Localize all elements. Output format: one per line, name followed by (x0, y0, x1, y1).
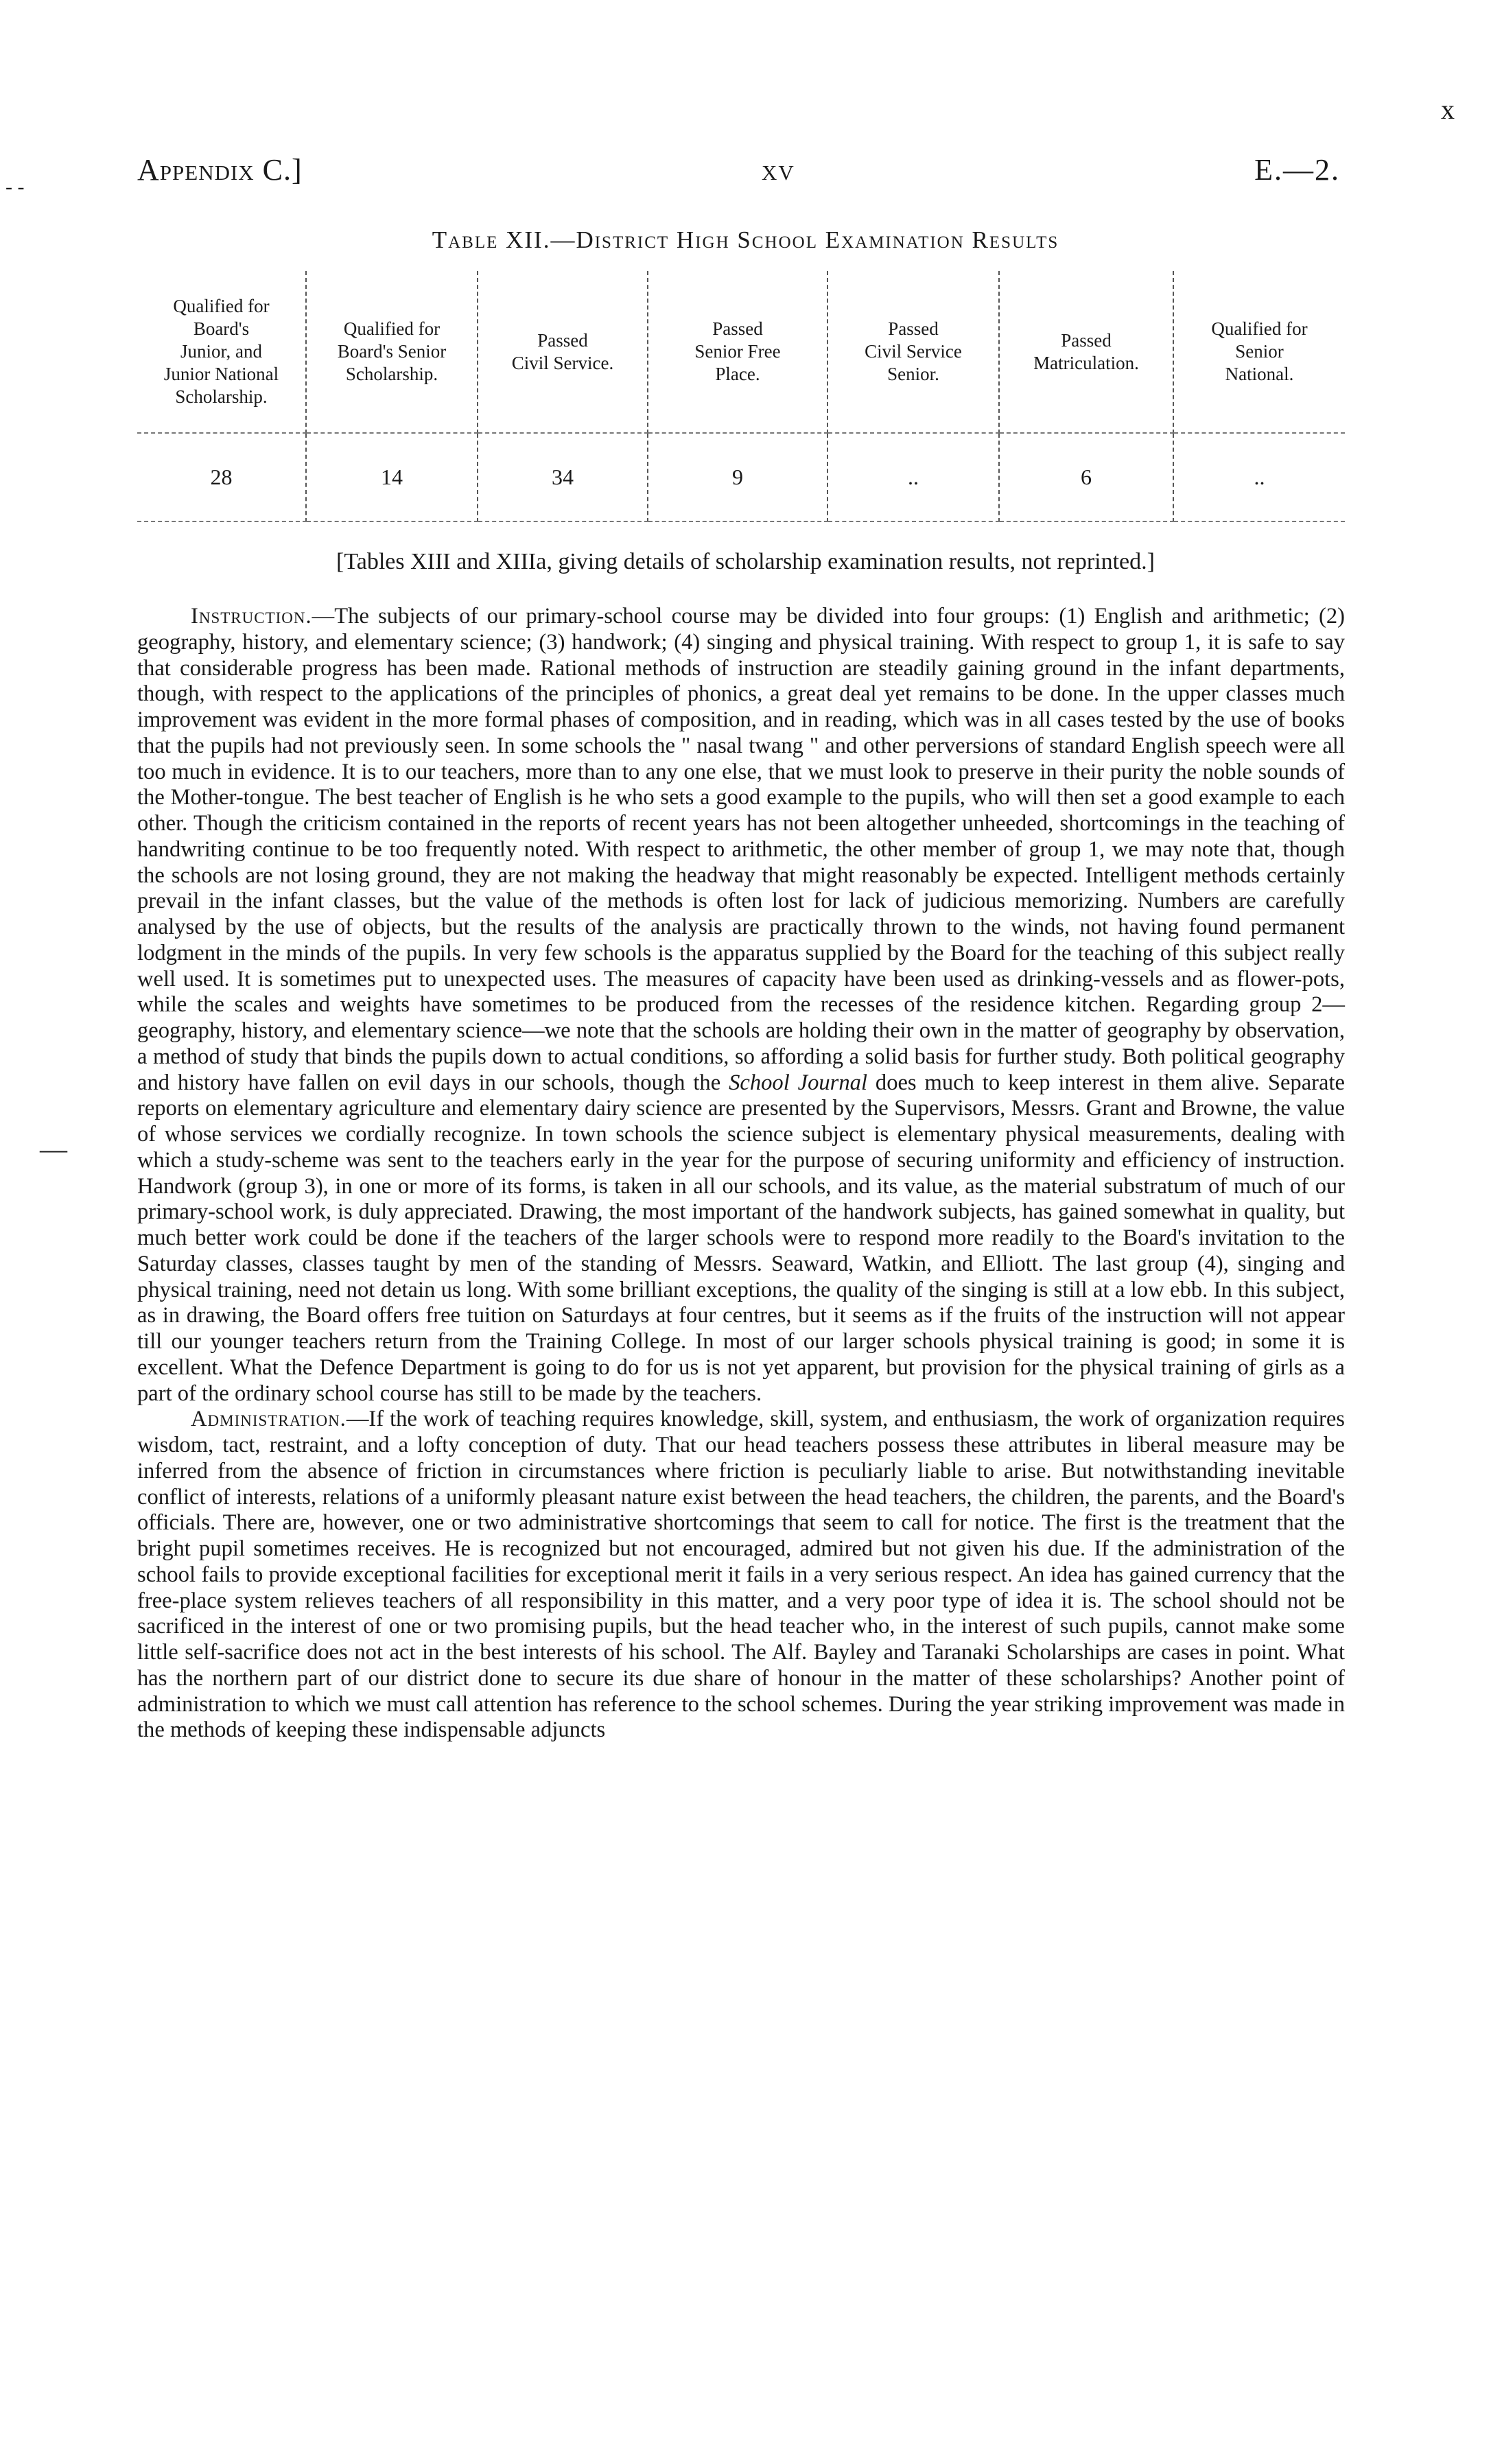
school-journal-title: School Journal (729, 1070, 867, 1095)
margin-mark-left-top: - - (5, 176, 25, 198)
table-cell: .. (1173, 433, 1345, 521)
table-note: [Tables XIII and XIIIa, giving details of scholarship examination results, not reprinted.] (336, 549, 1155, 574)
instruction-paragraph (137, 604, 1345, 1407)
column-header: Qualified for Board's Junior, and Junior National Scholarship. (137, 271, 306, 433)
column-header: Passed Matriculation. (999, 271, 1173, 433)
margin-mark-left-mid: — (40, 1134, 67, 1164)
administration-paragraph (137, 1407, 1345, 1744)
column-header: Qualified for Board's Senior Scholarship. (306, 271, 478, 433)
administration-heading: Administration. (191, 1407, 347, 1432)
exam-results-table (137, 271, 1345, 522)
table-title: Table XII.—District High School Examination Results (432, 226, 1059, 253)
column-header: Passed Civil Service Senior. (827, 271, 999, 433)
page-number: xv (762, 153, 795, 187)
table-row (137, 433, 1345, 521)
column-header: Qualified for Senior National. (1173, 271, 1345, 433)
instruction-heading: Instruction. (191, 604, 312, 629)
column-header: Passed Civil Service. (478, 271, 648, 433)
administration-text: —If the work of teaching requires knowledge, skill, system, and enthusiasm, the work of organization requires wisdom, tact, restraint, and a lofty conception of duty. That our head teachers possess these attributes in liberal measure may be inferred from the absence of friction in circumstances where friction is peculiarly liable to arise. But notwithstanding inevitable conflict of interests, relations of a uniformly pleasant nature exist between the head teachers, the children, the parents, and the Board's officials. There are, however, one or two administrative shortcomings that seem to call for notice. The first is the treatment that the bright pupil sometimes receives. He is recognized but not encouraged, admired but not given his due. If the administration of the school fails to provide exceptional facilities for exceptional merit it fails in a very serious respect. An idea has gained currency that the free-place system relieves teachers of all responsibility in this matter, and a very poor type of idea it is. The school should not be sacrificed in the interest of one or two promising pupils, but the head teacher who, in the interest of such pupils, cannot make some little self-sacrifice does not act in the best interests of his school. The Alf. Bayley and Taranaki Scholarships are cases in point. What has the northern part of our district done to secure its due share of honour in the matter of these scholarships? Another point of administration to which we must call attention has reference to the school schemes. During the year striking improvement was made in the methods of keeping these indispensable adjuncts (137, 1407, 1345, 1743)
table-cell: 28 (137, 433, 306, 521)
running-head (137, 152, 1340, 187)
body-text (137, 604, 1345, 1744)
instruction-text-2: does much to keep interest in them alive. Separate reports on elementary agriculture and elementary dairy science are presented by the Supervisors, Messrs. Grant and Browne, the value of whose services we cordially recognize. In town schools the science subject is elementary physical measurements, dealing with which a study-scheme was sent to the teachers early in the year for the purpose of securing uniformity and efficiency of instruction. Handwork (group 3), in one or more of its forms, is taken in all our schools, and its value, as the material substratum of much of our primary-school work, is duly appreciated. Drawing, the most important of the handwork subjects, has gained somewhat in quality, but much better work could be done if the teachers of the larger schools were to respond more readily to the Board's invitation to the Saturday classes, classes taught by men of the standing of Messrs. Seaward, Watkin, and Elliott. The last group (4), singing and physical training, need not detain us long. With some brilliant exceptions, the quality of the singing is still at a low ebb. In this subject, as in drawing, the Board offers free tuition on Saturdays at four centres, but it seems as if the fruits of the instruction will not appear till our younger teachers return from the Training College. In most of our larger schools physical training is good; in some it is excellent. What the Defence Department is going to do for us is not yet apparent, but provision for the physical training of girls as a part of the ordinary school course has still to be made by the teachers. (137, 1070, 1345, 1406)
table-cell: 14 (306, 433, 478, 521)
table-header-row (137, 271, 1345, 433)
table-cell: .. (827, 433, 999, 521)
document-code: E.—2. (1254, 153, 1340, 187)
table-cell: 6 (999, 433, 1173, 521)
instruction-text-1: —The subjects of our primary-school course may be divided into four groups: (1) English and arithmetic; (2) geography, history, and elementary science; (3) handwork; (4) singing and physical training. With respect to group 1, it is safe to say that considerable progress has been made. Rational methods of instruction are steadily gaining ground in the infant departments, though, with respect to the applications of the principles of phonics, a great deal yet remains to be done. In the upper classes much improvement was evident in the more formal phases of composition, and in reading, which was in all cases tested by the use of books that the pupils had not previously seen. In some schools the " nasal twang " and other perversions of standard English speech were all too much in evidence. It is to our teachers, more than to any one else, that we must look to preserve in their purity the noble sounds of the Mother-tongue. The best teacher of English is he who sets a good example to the pupils, who will then set a good example to each other. Though the criticism contained in the reports of recent years has not been altogether unheeded, shortcomings in the teaching of handwriting continue to be too frequently noted. With respect to arithmetic, the other member of group 1, we may note that, though the schools are not losing ground, they are not making the headway that might reasonably be expected. Intelligent methods certainly prevail in the infant classes, but the value of the methods is often lost for lack of judicious memorizing. Numbers are carefully analysed by the use of objects, but the results of the analysis are practically thrown to the winds, not having found permanent lodgment in the minds of the pupils. In very few schools is the apparatus supplied by the Board for the teaching of this subject really well used. It is sometimes put to unexpected uses. The measures of capacity have been used as drinking-vessels and as flower-pots, while the scales and weights have sometimes to be produced from the recesses of the residence kitchen. Regarding group 2—geography, history, and elementary science—we note that the schools are holding their own in the matter of geography by observation, a method of study that binds the pupils down to actual conditions, so affording a solid basis for further study. Both political geography and history have fallen on evil days in our schools, though the (137, 604, 1345, 1095)
appendix-label: Appendix C.] (137, 153, 303, 187)
column-header: Passed Senior Free Place. (648, 271, 827, 433)
margin-mark-top-right: x (1441, 94, 1455, 125)
table-cell: 34 (478, 433, 648, 521)
table-cell: 9 (648, 433, 827, 521)
